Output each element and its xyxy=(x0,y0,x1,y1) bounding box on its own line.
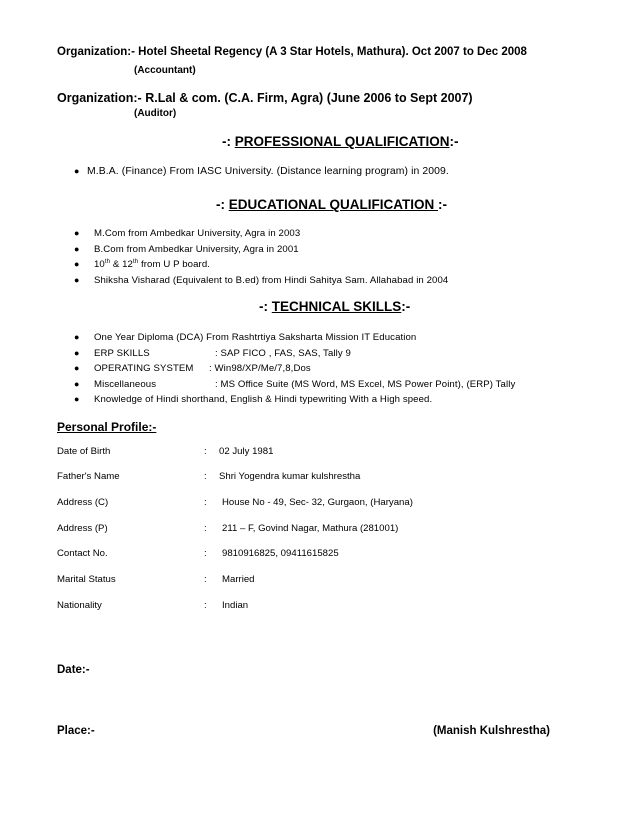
profile-colon: : xyxy=(204,446,207,457)
text: from U P board. xyxy=(138,259,211,270)
bullet-icon: ● xyxy=(74,394,80,404)
signatory-name: (Manish Kulshrestha) xyxy=(433,725,550,737)
heading-prefix: -: xyxy=(259,299,272,314)
bullet-icon: ● xyxy=(74,332,80,342)
skill-label: ERP SKILLS xyxy=(94,348,150,359)
bullet-icon: ● xyxy=(74,166,80,176)
educational-qualification-heading xyxy=(216,197,447,212)
skill-value: : SAP FICO , FAS, SAS, Tally 9 xyxy=(215,348,351,359)
education-item xyxy=(94,259,210,270)
skill-label: OPERATING SYSTEM xyxy=(94,363,194,374)
profile-label: Nationality xyxy=(57,600,102,611)
bullet-icon: ● xyxy=(74,379,80,389)
profile-value: Shri Yogendra kumar kulshrestha xyxy=(219,471,361,482)
profile-value: 02 July 1981 xyxy=(219,446,274,457)
profile-label: Date of Birth xyxy=(57,446,111,457)
profile-colon: : xyxy=(204,497,207,508)
professional-item: M.B.A. (Finance) From IASC University. (Distance learning program) in 2009. xyxy=(87,166,449,177)
heading-suffix: :- xyxy=(401,299,411,314)
skill-item: One Year Diploma (DCA) From Rashtrtiya Saksharta Mission IT Education xyxy=(94,332,417,343)
profile-label: Contact No. xyxy=(57,548,108,559)
education-item: B.Com from Ambedkar University, Agra in 2001 xyxy=(94,244,299,255)
profile-colon: : xyxy=(204,574,207,585)
education-item: Shiksha Visharad (Equivalent to B.ed) from Hindi Sahitya Sam. Allahabad in 2004 xyxy=(94,275,449,286)
skill-value: : Win98/XP/Me/7,8,Dos xyxy=(209,363,311,374)
profile-value: House No - 49, Sec- 32, Gurgaon, (Haryana) xyxy=(222,497,413,508)
heading-title: TECHNICAL SKILLS xyxy=(271,299,402,314)
bullet-icon: ● xyxy=(74,363,80,373)
bullet-icon: ● xyxy=(74,244,80,254)
profile-value: 9810916825, 09411615825 xyxy=(222,548,339,559)
profile-value: 211 – F, Govind Nagar, Mathura (281001) xyxy=(222,523,399,534)
text: & 12 xyxy=(110,259,133,270)
bullet-icon: ● xyxy=(74,275,80,285)
profile-label: Address (C) xyxy=(57,497,109,508)
profile-value: Married xyxy=(222,574,255,585)
heading-prefix: -: xyxy=(222,134,235,149)
personal-profile-heading: Personal Profile:- xyxy=(57,420,157,434)
heading-prefix: -: xyxy=(216,197,229,212)
date-label: Date:- xyxy=(57,664,90,676)
profile-colon: : xyxy=(204,600,207,611)
skill-value: : MS Office Suite (MS Word, MS Excel, MS Power Point), (ERP) Tally xyxy=(215,379,516,390)
profile-label: Father's Name xyxy=(57,471,120,482)
bullet-icon: ● xyxy=(74,228,80,238)
organization-line-1: Organization:- Hotel Sheetal Regency (A 3 Star Hotels, Mathura). Oct 2007 to Dec 2008 xyxy=(57,46,527,58)
place-label: Place:- xyxy=(57,725,95,737)
heading-title: PROFESSIONAL QUALIFICATION xyxy=(234,134,450,149)
profile-colon: : xyxy=(204,548,207,559)
profile-label: Address (P) xyxy=(57,523,108,534)
technical-skills-heading xyxy=(259,299,410,314)
text: 10 xyxy=(94,259,105,270)
profile-label: Marital Status xyxy=(57,574,116,585)
superscript: th xyxy=(104,258,111,265)
skill-label: Miscellaneous xyxy=(94,379,157,390)
superscript: th xyxy=(133,258,139,265)
role-1: (Accountant) xyxy=(134,65,196,76)
skill-item: Knowledge of Hindi shorthand, English & Hindi typewriting With a High speed. xyxy=(94,394,433,405)
organization-line-2: Organization:- R.Lal & com. (C.A. Firm, Agra) (June 2006 to Sept 2007) xyxy=(57,91,473,105)
heading-suffix: :- xyxy=(438,197,447,212)
bullet-icon: ● xyxy=(74,348,80,358)
profile-colon: : xyxy=(204,523,207,534)
profile-value: Indian xyxy=(222,600,249,611)
education-item: M.Com from Ambedkar University, Agra in 2003 xyxy=(94,228,301,239)
bullet-icon: ● xyxy=(74,259,80,269)
role-2: (Auditor) xyxy=(134,108,177,119)
heading-suffix: :- xyxy=(449,134,459,149)
professional-qualification-heading xyxy=(222,134,459,149)
profile-colon: : xyxy=(204,471,207,482)
heading-title: EDUCATIONAL QUALIFICATION xyxy=(228,197,438,212)
